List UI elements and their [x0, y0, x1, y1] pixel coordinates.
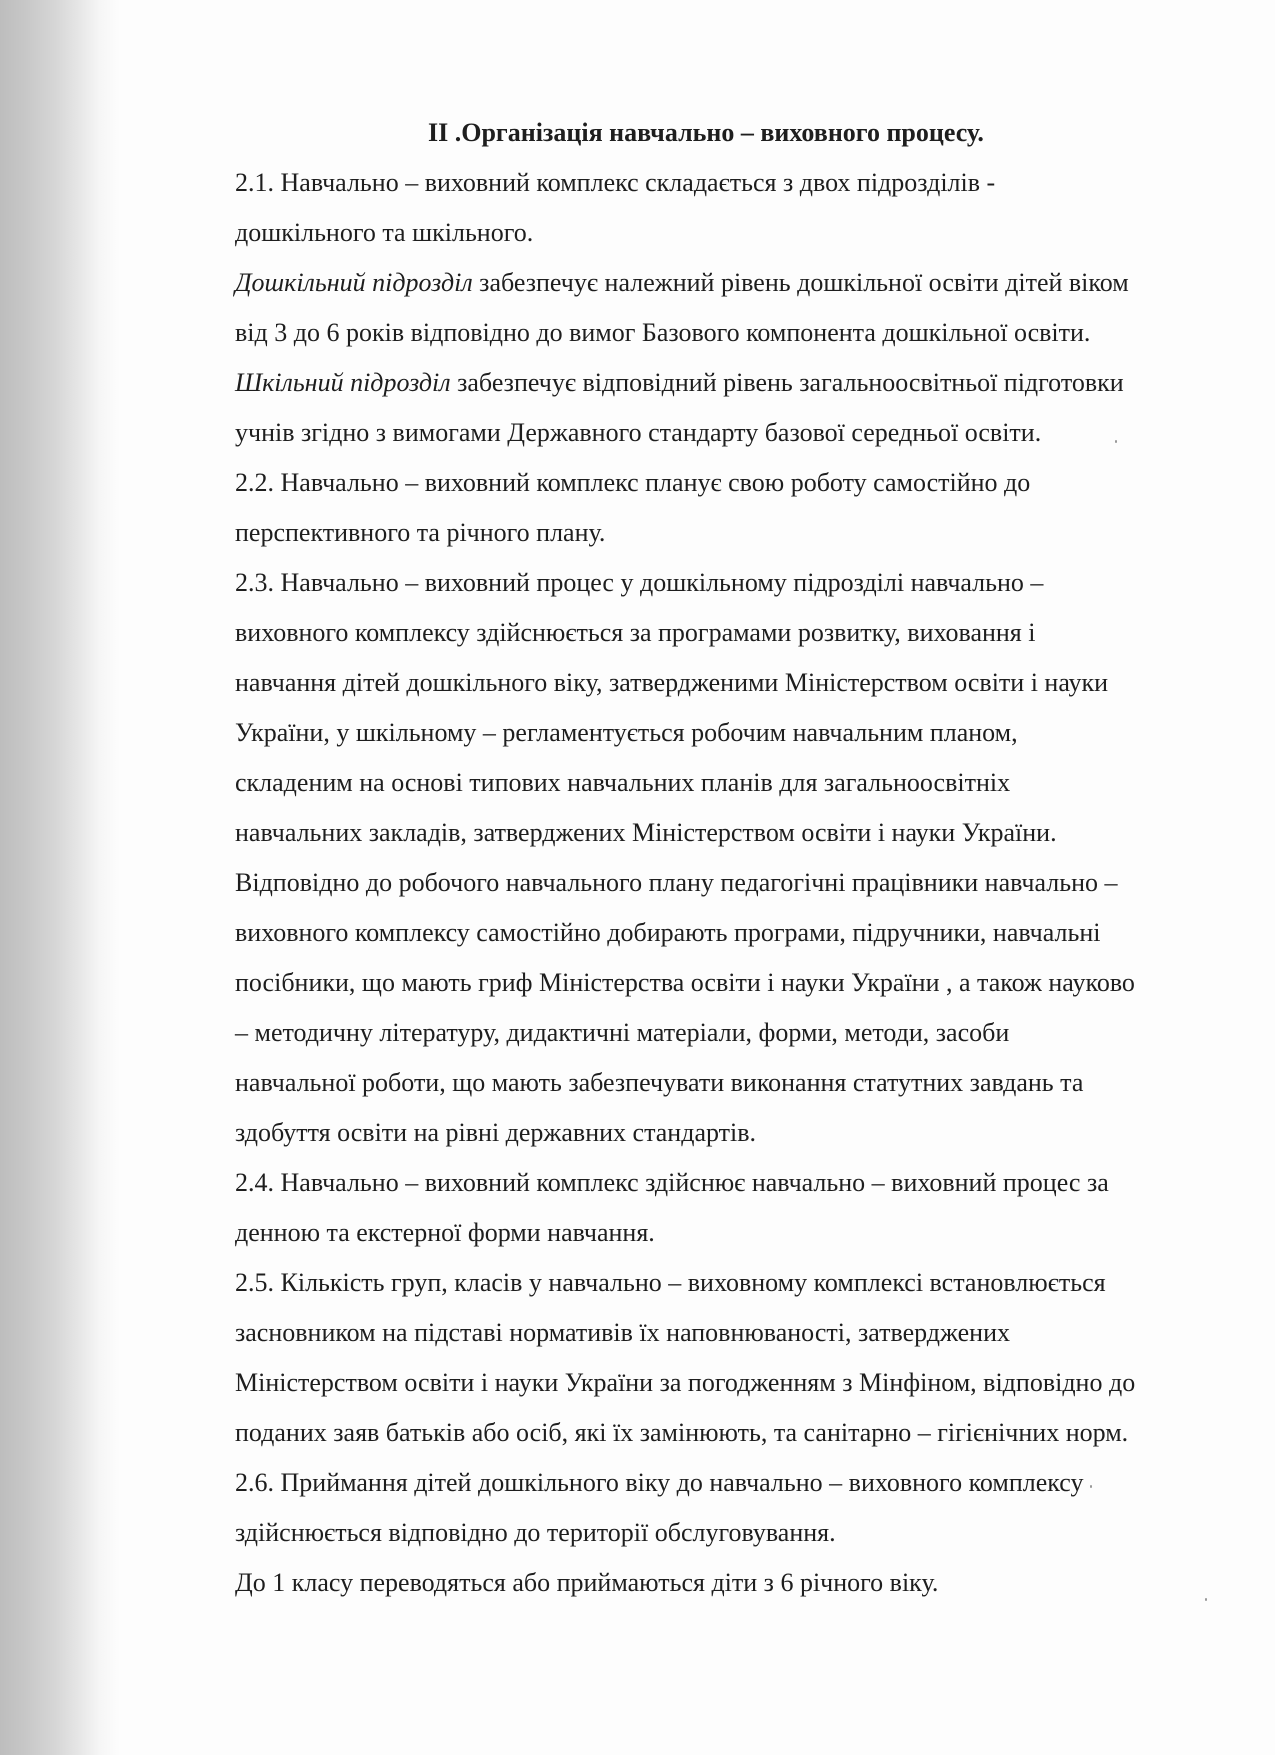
text-line: – методичну літературу, дидактичні матеріали, форми, методи, засоби — [235, 1018, 1010, 1047]
text-line: засновником на підставі нормативів їх наповнюваності, затверджених — [235, 1318, 1010, 1347]
text-line: посібники, що мають гриф Міністерства освіти і науки України , а також науково — [235, 968, 1135, 997]
text-line: 2.5. Кількість груп, класів у навчально – виховному комплексі встановлюється — [235, 1268, 1106, 1297]
text-line: України, у шкільному – регламентується робочим навчальним планом, — [235, 718, 1018, 747]
text-line: Міністерством освіти і науки України за погодженням з Мінфіном, відповідно до — [235, 1368, 1136, 1397]
document-body — [235, 108, 1255, 1608]
text-line-rest: забезпечує відповідний рівень загальноосвітньої підготовки — [450, 368, 1124, 397]
scan-speck — [1205, 1598, 1207, 1601]
text-line: 2.6. Приймання дітей дошкільного віку до навчально – виховного комплексу — [235, 1468, 1084, 1497]
text-line: від 3 до 6 років відповідно до вимог Базового компонента дошкільної освіти. — [235, 318, 1091, 347]
scan-speck — [1115, 440, 1117, 443]
text-line — [235, 358, 1255, 408]
text-line: 2.1. Навчально – виховний комплекс складається з двох підрозділів - — [235, 168, 996, 197]
subsection-term: Шкільний підрозділ — [235, 368, 451, 397]
text-line: поданих заяв батьків або осіб, які їх замінюють, та санітарно – гігієнічних норм. — [235, 1418, 1129, 1447]
text-line: 2.2. Навчально – виховний комплекс планує свою роботу самостійно до — [235, 468, 1031, 497]
text-line — [235, 258, 1255, 308]
text-line: учнів згідно з вимогами Державного стандарту базової середньої освіти. — [235, 418, 1042, 447]
text-line: дошкільного та шкільного. — [235, 218, 534, 247]
text-line: До 1 класу переводяться або приймаються діти з 6 річного віку. — [235, 1568, 939, 1597]
text-line: виховного комплексу здійснюється за програмами розвитку, виховання і — [235, 618, 1036, 647]
text-line: навчання дітей дошкільного віку, затвердженими Міністерством освіти і науки — [235, 668, 1109, 697]
text-line: Відповідно до робочого навчального плану педагогічні працівники навчально – — [235, 868, 1118, 897]
text-line: навчальної роботи, що мають забезпечувати виконання статутних завдань та — [235, 1068, 1084, 1097]
text-line: виховного комплексу самостійно добирають програми, підручники, навчальні — [235, 918, 1101, 947]
text-line: складеним на основі типових навчальних планів для загальноосвітніх — [235, 768, 1011, 797]
paragraph-lines — [235, 158, 1255, 1608]
subsection-term: Дошкільний підрозділ — [235, 268, 473, 297]
section-heading: ІІ .Організація навчально – виховного процесу. — [428, 118, 984, 147]
binding-shadow — [0, 0, 120, 1755]
text-line: навчальних закладів, затверджених Міністерством освіти і науки України. — [235, 818, 1057, 847]
text-line-rest: забезпечує належний рівень дошкільної освіти дітей віком — [472, 268, 1129, 297]
text-line: здійснюється відповідно до території обслуговування. — [235, 1518, 836, 1547]
text-line: здобуття освіти на рівні державних стандартів. — [235, 1118, 757, 1147]
text-line: 2.4. Навчально – виховний комплекс здійснює навчально – виховний процес за — [235, 1168, 1109, 1197]
scan-speck — [1090, 1485, 1092, 1488]
text-line: перспективного та річного плану. — [235, 518, 606, 547]
text-line: денною та екстерної форми навчання. — [235, 1218, 655, 1247]
text-line: 2.3. Навчально – виховний процес у дошкільному підрозділі навчально – — [235, 568, 1044, 597]
